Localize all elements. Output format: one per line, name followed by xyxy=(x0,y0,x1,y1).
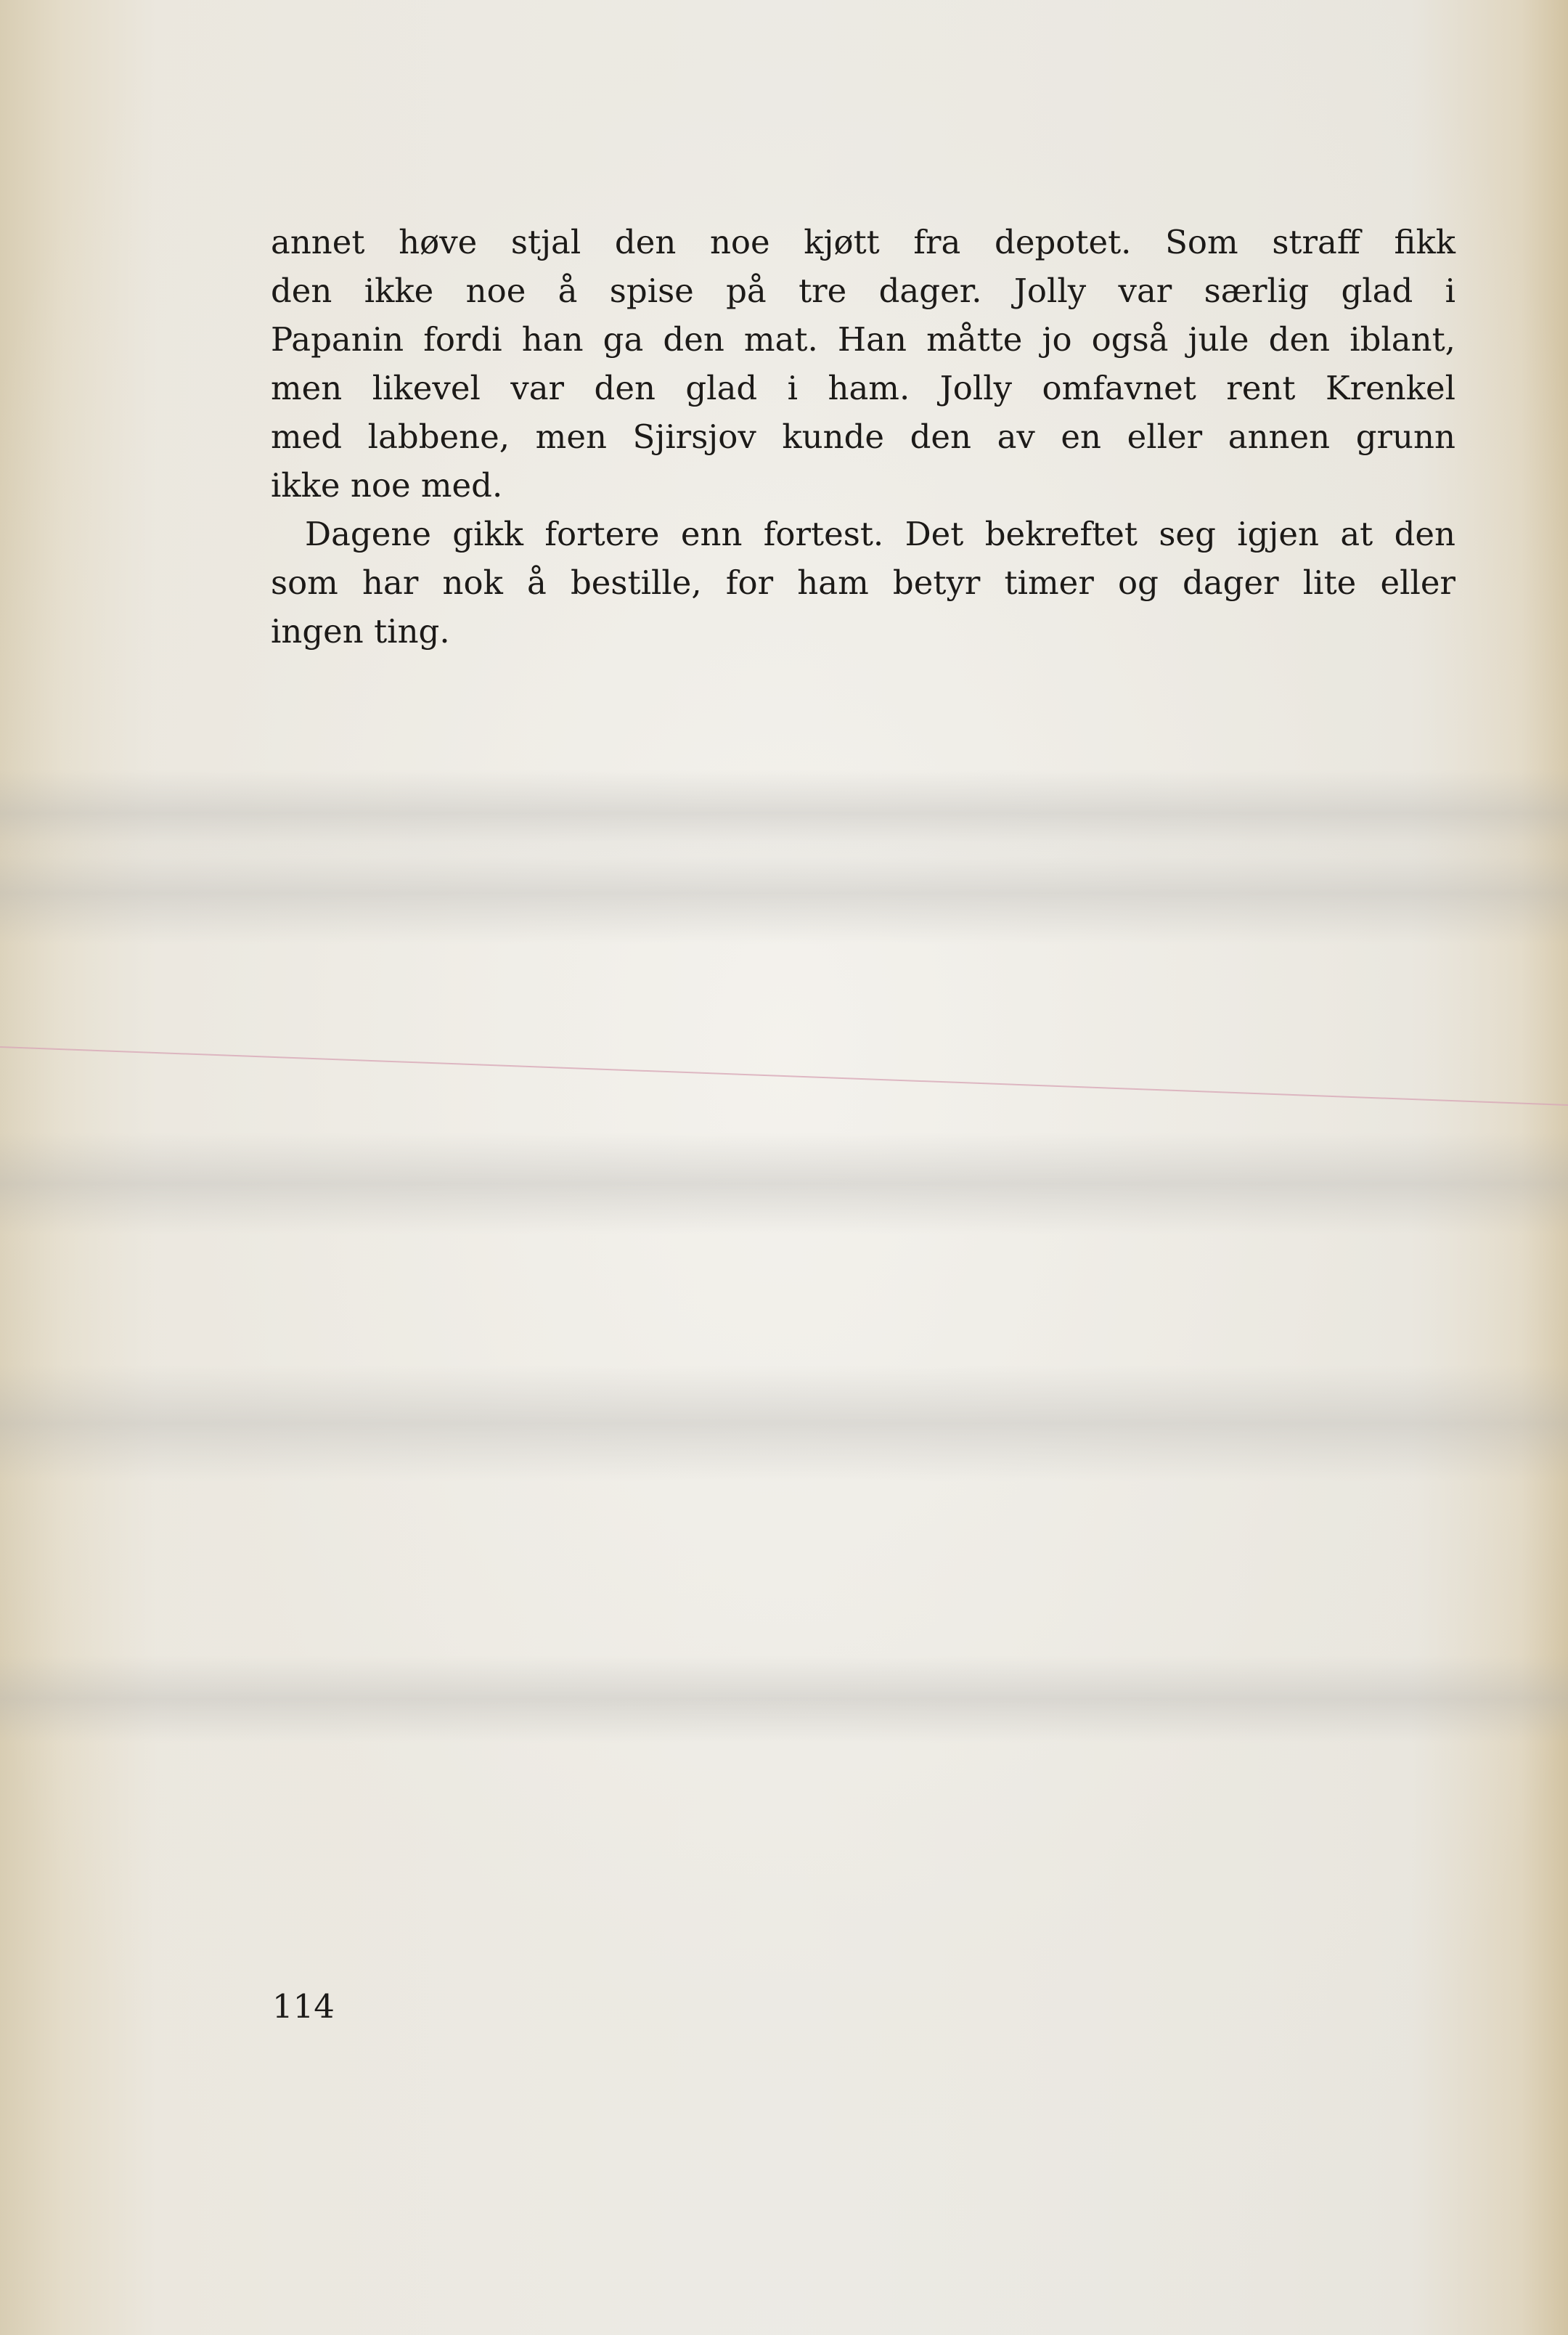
page-number: 114 xyxy=(272,1987,335,2026)
text-line: ingen ting. xyxy=(271,612,450,651)
text-line: ikke noe med. xyxy=(271,466,503,505)
paper-shading xyxy=(0,1365,1568,1481)
paragraph xyxy=(271,218,1455,510)
paper-shading xyxy=(0,1655,1568,1743)
paragraph xyxy=(271,510,1455,656)
text-line: Dagene gikk fortere enn fortest. Det bekreftet seg igjen at den xyxy=(305,515,1455,553)
body-text xyxy=(271,218,1455,656)
paper-shading xyxy=(0,842,1568,944)
text-line: Papanin fordi han ga den mat. Han måtte jo også jule den iblant, xyxy=(271,320,1455,359)
text-line: annet høve stjal den noe kjøtt fra depotet. Som straff fikk xyxy=(271,223,1455,261)
text-line: men likevel var den glad i ham. Jolly omfavnet rent Krenkel xyxy=(271,369,1455,407)
text-line: med labbene, men Sjirsjov kunde den av en eller annen grunn xyxy=(271,417,1455,456)
text-line: den ikke noe å spise på tre dager. Jolly var særlig glad i xyxy=(271,272,1455,310)
paper-shading xyxy=(0,1133,1568,1234)
text-line: som har nok å bestille, for ham betyr timer og dager lite eller xyxy=(271,563,1455,602)
